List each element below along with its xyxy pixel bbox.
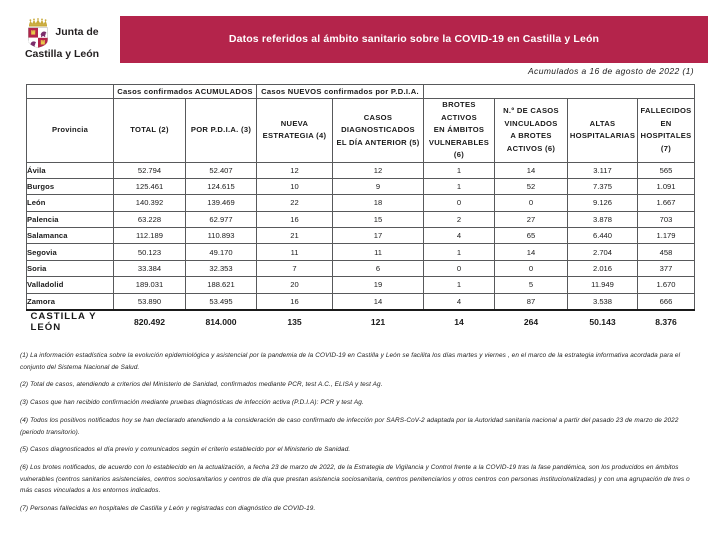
column-header-row [27, 99, 695, 163]
cell-brotes: 1 [424, 244, 495, 260]
page-header [0, 14, 714, 64]
table-row [27, 162, 695, 178]
table-row [27, 244, 695, 260]
cell-por-pdia: 53.495 [186, 293, 257, 309]
cell-total: 125.461 [114, 178, 186, 194]
col-header-brotes-activos [424, 99, 495, 163]
cell-por-pdia: 188.621 [186, 277, 257, 293]
cell-vinculados: 14 [495, 244, 568, 260]
total-nueva: 135 [257, 310, 333, 333]
cell-fallecidos: 703 [638, 211, 695, 227]
cell-altas: 3.117 [568, 162, 638, 178]
cell-diag: 19 [333, 277, 424, 293]
cell-por-pdia: 52.407 [186, 162, 257, 178]
total-total: 820.492 [114, 310, 186, 333]
cell-nueva: 11 [257, 244, 333, 260]
cell-vinculados: 0 [495, 195, 568, 211]
table-row [27, 211, 695, 227]
cell-nueva: 22 [257, 195, 333, 211]
col-header-fallecidos [638, 99, 695, 163]
covid-data-table [26, 84, 695, 333]
footnote-4: (4) Todos los positivos notificados hoy se han declarado atendiendo a la consideración de caso confirmado de infección por SARS-CoV-2 adaptada por la Autoridad sanitaria nacional a partir del pasado 23 de marzo de 2022 (periodo transitorio). [20, 416, 679, 436]
col-header-total: TOTAL (2) [114, 99, 186, 163]
cell-altas: 3.878 [568, 211, 638, 227]
col-header-provincia: Provincia [27, 99, 114, 163]
logo-line1: Junta de [55, 26, 99, 39]
group-header-spacer-right [424, 85, 695, 99]
col-header-diagnosticados [333, 99, 424, 163]
cell-provincia: León [27, 195, 114, 211]
col-header-diagnosticados-line2: DIAGNOSTICADOS [341, 125, 415, 134]
cell-por-pdia: 139.469 [186, 195, 257, 211]
junta-castilla-leon-crest-icon [25, 18, 51, 48]
cell-diag: 14 [333, 293, 424, 309]
cell-provincia: Segovia [27, 244, 114, 260]
cell-vinculados: 0 [495, 260, 568, 276]
col-header-fallecidos-line1: FALLECIDOS [640, 106, 692, 116]
cell-brotes: 0 [424, 195, 495, 211]
cell-provincia: Soria [27, 260, 114, 276]
table-row [27, 293, 695, 309]
cell-altas: 2.016 [568, 260, 638, 276]
group-header-nuevos: Casos NUEVOS confirmados por P.D.I.A. [257, 85, 424, 99]
col-header-por-pdia: POR P.D.I.A. (3) [186, 99, 257, 163]
cell-vinculados: 52 [495, 178, 568, 194]
col-header-brotes-line1: BROTES [442, 100, 476, 109]
col-header-altas-line2: HOSPITALARIAS [569, 131, 636, 141]
table-body [27, 162, 695, 310]
banner-title [120, 16, 708, 63]
cell-total: 63.228 [114, 211, 186, 227]
footnote-6: (6) Los brotes notificados, de acuerdo con lo establecido en la actualización, a fecha 23 de marzo de 2022, de la Estrategia de Vigilancia y Control frente a la COVID-19 tras la fase pandémica, son los producidos en ámbitos vulnerables (centros sanitarios asistenciales, centros sociosanitarios y centros de día que prestan asistencia sociosanitaria, centros penitenciarios y otros centros con personas institucionalizadas) y con una agrupación de tres o más casos vinculados a los entornos indicados. [20, 464, 690, 495]
cell-vinculados: 65 [495, 228, 568, 244]
cell-por-pdia: 62.977 [186, 211, 257, 227]
cell-brotes: 1 [424, 178, 495, 194]
footnote-3: (3) Casos que han recibido confirmación mediante pruebas diagnósticas de infección activa (P.D.I.A): PCR y test Ag. [20, 399, 364, 407]
cell-diag: 9 [333, 178, 424, 194]
total-diag: 121 [333, 310, 424, 333]
cell-fallecidos: 1.667 [638, 195, 695, 211]
cell-por-pdia: 124.615 [186, 178, 257, 194]
cell-fallecidos: 1.091 [638, 178, 695, 194]
covid-data-table-wrapper [26, 84, 694, 333]
group-header-row [27, 85, 695, 99]
cell-nueva: 16 [257, 211, 333, 227]
cell-nueva: 16 [257, 293, 333, 309]
cell-brotes: 4 [424, 293, 495, 309]
accumulated-date-label: Acumulados a 16 de agosto de 2022 (1) [527, 66, 694, 76]
col-header-diagnosticados-line3: EL DÍA ANTERIOR (5) [336, 137, 420, 147]
col-header-vinculados-line4: ACTIVOS (6) [506, 143, 556, 153]
cell-provincia: Salamanca [27, 228, 114, 244]
group-header-spacer [27, 85, 114, 99]
col-header-diagnosticados-line1: CASOS [363, 112, 393, 122]
cell-provincia: Palencia [27, 211, 114, 227]
cell-brotes: 2 [424, 211, 495, 227]
cell-total: 53.890 [114, 293, 186, 309]
footnotes [20, 350, 698, 521]
cell-total: 112.189 [114, 228, 186, 244]
cell-nueva: 12 [257, 162, 333, 178]
cell-diag: 11 [333, 244, 424, 260]
cell-altas: 3.538 [568, 293, 638, 309]
cell-total: 189.031 [114, 277, 186, 293]
cell-total: 33.384 [114, 260, 186, 276]
table-row [27, 277, 695, 293]
cell-altas: 7.375 [568, 178, 638, 194]
col-header-fallecidos-line4: (7) [660, 143, 672, 153]
cell-diag: 15 [333, 211, 424, 227]
table-total-row [27, 310, 695, 333]
col-header-fallecidos-line2: EN [660, 118, 672, 128]
col-header-brotes-line2: ACTIVOS [441, 112, 477, 122]
cell-fallecidos: 377 [638, 260, 695, 276]
col-header-vinculados-line3: A BROTES [510, 131, 552, 141]
cell-vinculados: 87 [495, 293, 568, 309]
col-header-fallecidos-line3: HOSPITALES [640, 131, 692, 141]
cell-diag: 18 [333, 195, 424, 211]
cell-diag: 17 [333, 228, 424, 244]
total-altas: 50.143 [568, 310, 638, 333]
cell-nueva: 7 [257, 260, 333, 276]
table-row [27, 260, 695, 276]
cell-provincia: Ávila [27, 162, 114, 178]
cell-provincia: Zamora [27, 293, 114, 309]
total-vinculados: 264 [495, 310, 568, 333]
cell-brotes: 4 [424, 228, 495, 244]
cell-por-pdia: 110.893 [186, 228, 257, 244]
table-row [27, 195, 695, 211]
cell-nueva: 10 [257, 178, 333, 194]
cell-por-pdia: 32.353 [186, 260, 257, 276]
table-row [27, 228, 695, 244]
table-row [27, 178, 695, 194]
col-header-altas-line1: ALTAS [589, 118, 616, 128]
col-header-brotes-line3: EN ÁMBITOS [433, 125, 485, 134]
cell-altas: 11.949 [568, 277, 638, 293]
cell-nueva: 20 [257, 277, 333, 293]
col-header-nueva-estrategia [257, 99, 333, 163]
col-header-nueva-estrategia-line2: ESTRATEGIA (4) [262, 131, 327, 141]
col-header-vinculados-line2: VINCULADOS [504, 118, 558, 128]
cell-diag: 12 [333, 162, 424, 178]
cell-nueva: 21 [257, 228, 333, 244]
cell-brotes: 1 [424, 162, 495, 178]
cell-vinculados: 14 [495, 162, 568, 178]
col-header-brotes-line4: VULNERABLES [428, 137, 490, 147]
cell-brotes: 1 [424, 277, 495, 293]
col-header-altas-hospitalarias [568, 99, 638, 163]
cell-total: 52.794 [114, 162, 186, 178]
cell-fallecidos: 458 [638, 244, 695, 260]
total-label: CASTILLA Y LEÓN [27, 310, 114, 333]
total-brotes: 14 [424, 310, 495, 333]
cell-fallecidos: 1.670 [638, 277, 695, 293]
cell-altas: 6.440 [568, 228, 638, 244]
col-header-nueva-estrategia-line1: NUEVA [280, 118, 309, 128]
cell-brotes: 0 [424, 260, 495, 276]
cell-fallecidos: 1.179 [638, 228, 695, 244]
logo-line2: Castilla y León [24, 48, 100, 60]
footnote-5: (5) Casos diagnosticados el día previo y comunicados según el criterio establecido por el Ministerio de Sanidad. [20, 446, 351, 454]
banner-title-text: Datos referidos al ámbito sanitario sobre la COVID-19 en Castilla y León [228, 33, 600, 45]
cell-fallecidos: 565 [638, 162, 695, 178]
total-por-pdia: 814.000 [186, 310, 257, 333]
footnote-7: (7) Personas fallecidas en hospitales de Castilla y León y registradas con diagnóstico de COVID-19. [20, 505, 316, 513]
group-header-acumulados: Casos confirmados ACUMULADOS [114, 85, 257, 99]
cell-altas: 9.126 [568, 195, 638, 211]
footnote-2: (2) Total de casos, atendiendo a criterios del Ministerio de Sanidad, confirmados mediante PCR, test A.C., ELISA y test Ag. [20, 381, 383, 389]
cell-total: 140.392 [114, 195, 186, 211]
cell-por-pdia: 49.170 [186, 244, 257, 260]
footnote-1: (1) La información estadística sobre la evolución epidemiológica y asistencial por la pandemia de la COVID-19 en Castilla y León se facilita los días martes y viernes , en el marco de la estrategia informativa acordada para el conjunto del Sistema Nacional de Salud. [20, 352, 681, 371]
junta-logo [0, 18, 118, 60]
cell-diag: 6 [333, 260, 424, 276]
cell-vinculados: 27 [495, 211, 568, 227]
cell-provincia: Burgos [27, 178, 114, 194]
cell-vinculados: 5 [495, 277, 568, 293]
col-header-brotes-line5: (6) [453, 150, 465, 159]
cell-total: 50.123 [114, 244, 186, 260]
cell-altas: 2.704 [568, 244, 638, 260]
cell-fallecidos: 666 [638, 293, 695, 309]
col-header-vinculados-line1: N.º DE CASOS [503, 106, 559, 116]
cell-provincia: Valladolid [27, 277, 114, 293]
total-fallecidos: 8.376 [638, 310, 695, 333]
col-header-casos-vinculados [495, 99, 568, 163]
